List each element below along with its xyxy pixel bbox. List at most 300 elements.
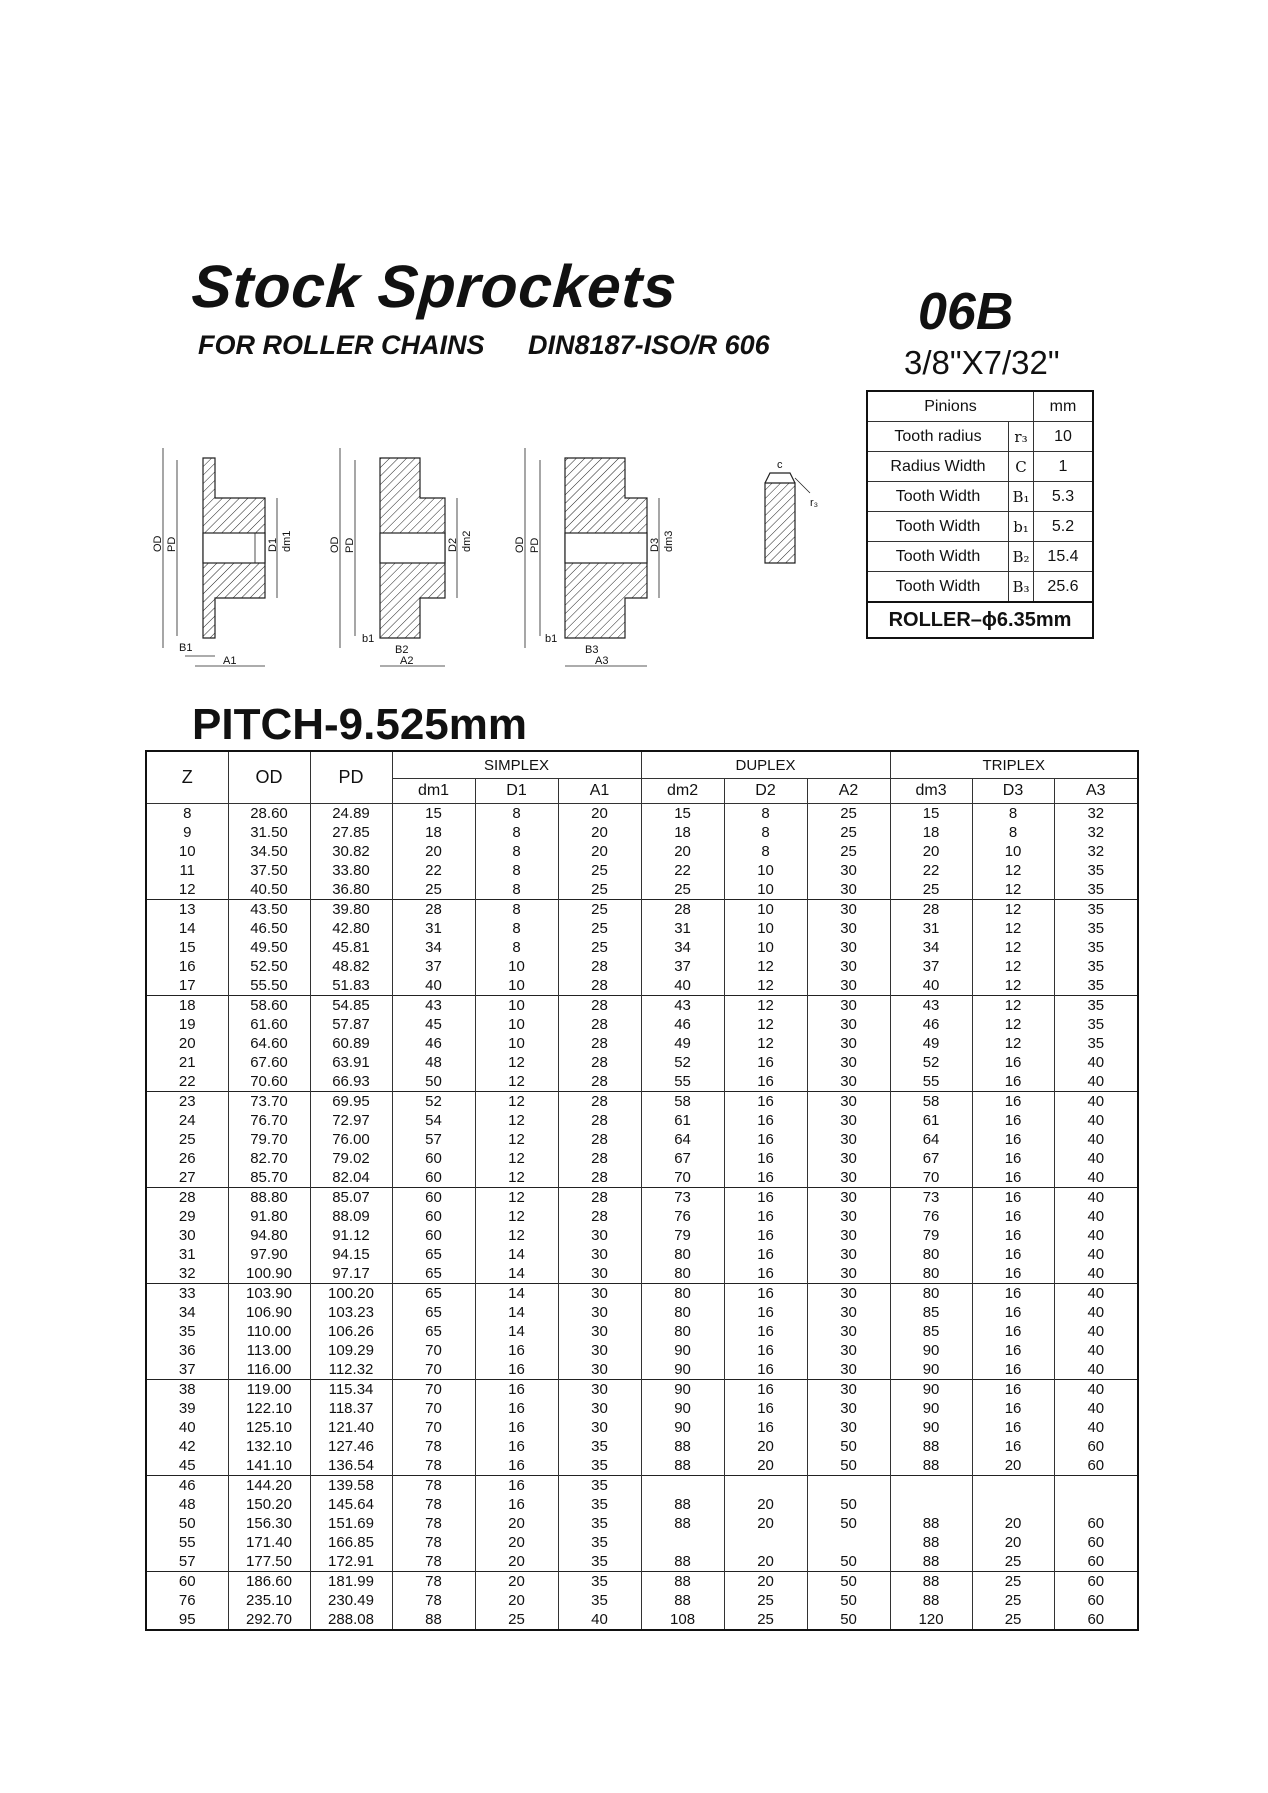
- cell-pd: 79.02: [310, 1149, 392, 1168]
- cell-a3: 60: [1054, 1591, 1138, 1610]
- cell-d2: 16: [724, 1380, 807, 1400]
- cell-a2: [807, 1533, 890, 1552]
- cell-z: 28: [146, 1188, 228, 1208]
- cell-pd: 115.34: [310, 1380, 392, 1400]
- cell-a1: 35: [558, 1456, 641, 1476]
- cell-a3: 40: [1054, 1322, 1138, 1341]
- cell-z: 33: [146, 1284, 228, 1304]
- cell-a1: 20: [558, 823, 641, 842]
- cell-od: 97.90: [228, 1245, 310, 1264]
- cell-d3: 8: [972, 804, 1054, 824]
- pinion-label: Tooth Width: [867, 572, 1009, 603]
- table-row: [146, 900, 1138, 920]
- cell-od: 292.70: [228, 1610, 310, 1630]
- pinion-label: Tooth radius: [867, 422, 1009, 452]
- cell-dm2: 108: [641, 1610, 724, 1630]
- cell-a1: 28: [558, 1188, 641, 1208]
- cell-dm2: 80: [641, 1322, 724, 1341]
- cell-dm3: 88: [890, 1552, 972, 1572]
- cell-z: 32: [146, 1264, 228, 1284]
- cell-d3: 16: [972, 1226, 1054, 1245]
- cell-dm3: 73: [890, 1188, 972, 1208]
- cell-pd: 82.04: [310, 1168, 392, 1188]
- cell-dm2: 49: [641, 1034, 724, 1053]
- pinion-table: [866, 390, 1094, 639]
- cell-d2: 10: [724, 919, 807, 938]
- cell-a2: 30: [807, 1341, 890, 1360]
- cell-pd: 45.81: [310, 938, 392, 957]
- cell-d2: 25: [724, 1610, 807, 1630]
- cell-d3: 16: [972, 1341, 1054, 1360]
- cell-dm1: 78: [392, 1572, 475, 1592]
- cell-a1: 30: [558, 1284, 641, 1304]
- cell-a2: 30: [807, 1207, 890, 1226]
- cell-a3: 40: [1054, 1092, 1138, 1112]
- cell-d3: 16: [972, 1303, 1054, 1322]
- cell-pd: 60.89: [310, 1034, 392, 1053]
- cell-pd: 54.85: [310, 996, 392, 1016]
- cell-d1: 8: [475, 938, 558, 957]
- table-row: [146, 1572, 1138, 1592]
- pinion-row: [867, 482, 1093, 512]
- cell-d2: 12: [724, 996, 807, 1016]
- table-row: [146, 842, 1138, 861]
- cell-d1: 16: [475, 1360, 558, 1380]
- cell-dm2: 31: [641, 919, 724, 938]
- cell-pd: 181.99: [310, 1572, 392, 1592]
- cell-a1: 28: [558, 1034, 641, 1053]
- cell-od: 91.80: [228, 1207, 310, 1226]
- cell-d2: 16: [724, 1303, 807, 1322]
- cell-dm2: 79: [641, 1226, 724, 1245]
- cell-z: 23: [146, 1092, 228, 1112]
- cell-dm1: 43: [392, 996, 475, 1016]
- label-dm2: dm2: [461, 530, 473, 552]
- cell-dm2: [641, 1533, 724, 1552]
- cell-pd: 24.89: [310, 804, 392, 824]
- pinion-label: Tooth Width: [867, 512, 1009, 542]
- table-row: [146, 1188, 1138, 1208]
- label-pd: PD: [166, 536, 178, 552]
- cell-a1: 28: [558, 1053, 641, 1072]
- cell-a3: 40: [1054, 1284, 1138, 1304]
- cell-od: 100.90: [228, 1264, 310, 1284]
- cell-pd: 94.15: [310, 1245, 392, 1264]
- cell-od: 116.00: [228, 1360, 310, 1380]
- cell-z: 25: [146, 1130, 228, 1149]
- cell-a2: 30: [807, 1264, 890, 1284]
- cell-pd: 69.95: [310, 1092, 392, 1112]
- cell-dm1: 60: [392, 1207, 475, 1226]
- cell-a3: 40: [1054, 1245, 1138, 1264]
- cell-pd: 42.80: [310, 919, 392, 938]
- cell-z: 30: [146, 1226, 228, 1245]
- cell-a2: 30: [807, 1245, 890, 1264]
- cell-dm2: 52: [641, 1053, 724, 1072]
- cell-d1: 14: [475, 1284, 558, 1304]
- cell-z: 36: [146, 1341, 228, 1360]
- cell-pd: 121.40: [310, 1418, 392, 1437]
- pinion-row: [867, 542, 1093, 572]
- cell-a3: 60: [1054, 1456, 1138, 1476]
- cell-d2: 16: [724, 1149, 807, 1168]
- pinion-head-label: Pinions: [867, 391, 1034, 422]
- cell-d1: 16: [475, 1418, 558, 1437]
- cell-od: 156.30: [228, 1514, 310, 1533]
- cell-d1: 16: [475, 1476, 558, 1496]
- cell-d3: 20: [972, 1456, 1054, 1476]
- cell-a3: 40: [1054, 1188, 1138, 1208]
- cell-pd: 63.91: [310, 1053, 392, 1072]
- table-row: [146, 938, 1138, 957]
- cell-d2: 16: [724, 1322, 807, 1341]
- table-row: [146, 1053, 1138, 1072]
- cell-dm3: 37: [890, 957, 972, 976]
- cell-a2: [807, 1476, 890, 1496]
- cell-d2: 16: [724, 1168, 807, 1188]
- cell-pd: 27.85: [310, 823, 392, 842]
- cell-dm3: 43: [890, 996, 972, 1016]
- cell-a2: 30: [807, 1034, 890, 1053]
- cell-a2: 30: [807, 1168, 890, 1188]
- cell-od: 150.20: [228, 1495, 310, 1514]
- cell-a3: 60: [1054, 1437, 1138, 1456]
- cell-a2: 30: [807, 1149, 890, 1168]
- cell-d1: 12: [475, 1111, 558, 1130]
- cell-a2: 30: [807, 976, 890, 996]
- cell-dm3: 88: [890, 1591, 972, 1610]
- cell-pd: 85.07: [310, 1188, 392, 1208]
- cell-z: 95: [146, 1610, 228, 1630]
- table-row: [146, 1399, 1138, 1418]
- cell-pd: 136.54: [310, 1456, 392, 1476]
- cell-z: 38: [146, 1380, 228, 1400]
- cell-dm3: 88: [890, 1514, 972, 1533]
- cell-a1: 30: [558, 1245, 641, 1264]
- table-row: [146, 996, 1138, 1016]
- cell-z: 8: [146, 804, 228, 824]
- pinion-label: Tooth Width: [867, 542, 1009, 572]
- cell-dm1: 78: [392, 1533, 475, 1552]
- cell-od: 125.10: [228, 1418, 310, 1437]
- pinion-row: [867, 572, 1093, 603]
- pinion-value: 5.3: [1034, 482, 1094, 512]
- cell-dm1: 20: [392, 842, 475, 861]
- label-a3: A3: [595, 655, 609, 667]
- cell-a3: 40: [1054, 1264, 1138, 1284]
- label-d2: D2: [447, 537, 459, 552]
- cell-od: 46.50: [228, 919, 310, 938]
- cell-dm1: 65: [392, 1322, 475, 1341]
- cell-d1: 10: [475, 996, 558, 1016]
- cell-d2: 8: [724, 842, 807, 861]
- cell-z: 16: [146, 957, 228, 976]
- cell-a1: 25: [558, 880, 641, 900]
- cell-od: 94.80: [228, 1226, 310, 1245]
- cell-dm3: 70: [890, 1168, 972, 1188]
- cell-d3: 12: [972, 996, 1054, 1016]
- cell-d2: 20: [724, 1514, 807, 1533]
- cell-a3: 60: [1054, 1514, 1138, 1533]
- table-row: [146, 1168, 1138, 1188]
- cell-d2: 16: [724, 1245, 807, 1264]
- cell-pd: 109.29: [310, 1341, 392, 1360]
- cell-a1: 40: [558, 1610, 641, 1630]
- cell-a2: 50: [807, 1552, 890, 1572]
- cell-dm1: 28: [392, 900, 475, 920]
- cell-dm1: 65: [392, 1303, 475, 1322]
- cell-dm3: 25: [890, 880, 972, 900]
- table-body: [146, 804, 1138, 1631]
- cell-a1: 30: [558, 1226, 641, 1245]
- cell-a3: [1054, 1476, 1138, 1496]
- cell-od: 61.60: [228, 1015, 310, 1034]
- cell-d1: 12: [475, 1188, 558, 1208]
- cell-dm1: 60: [392, 1168, 475, 1188]
- cell-dm3: 58: [890, 1092, 972, 1112]
- cell-od: 132.10: [228, 1437, 310, 1456]
- cell-d3: 16: [972, 1072, 1054, 1092]
- cell-dm1: 70: [392, 1399, 475, 1418]
- cell-dm1: 70: [392, 1418, 475, 1437]
- cell-dm3: 90: [890, 1418, 972, 1437]
- cell-d3: 12: [972, 957, 1054, 976]
- cell-a2: 50: [807, 1591, 890, 1610]
- cell-a3: 40: [1054, 1226, 1138, 1245]
- cell-d1: 20: [475, 1552, 558, 1572]
- cell-od: 171.40: [228, 1533, 310, 1552]
- cell-d2: 16: [724, 1053, 807, 1072]
- cell-dm1: 37: [392, 957, 475, 976]
- table-row: [146, 1226, 1138, 1245]
- cell-pd: 76.00: [310, 1130, 392, 1149]
- cell-a1: 35: [558, 1552, 641, 1572]
- cell-d3: 20: [972, 1533, 1054, 1552]
- cell-d2: [724, 1533, 807, 1552]
- cell-a3: 35: [1054, 976, 1138, 996]
- cell-pd: 88.09: [310, 1207, 392, 1226]
- cell-d1: 12: [475, 1149, 558, 1168]
- pinion-row: [867, 512, 1093, 542]
- cell-dm3: 80: [890, 1284, 972, 1304]
- cell-z: 50: [146, 1514, 228, 1533]
- cell-d3: 10: [972, 842, 1054, 861]
- cell-z: 11: [146, 861, 228, 880]
- cell-dm3: 28: [890, 900, 972, 920]
- cell-z: 57: [146, 1552, 228, 1572]
- label-b1-triplex: b1: [545, 633, 558, 645]
- cell-d2: 16: [724, 1188, 807, 1208]
- cell-dm1: 78: [392, 1476, 475, 1496]
- cell-dm3: 88: [890, 1572, 972, 1592]
- cell-d1: 20: [475, 1514, 558, 1533]
- cell-d1: 12: [475, 1226, 558, 1245]
- cell-a1: 25: [558, 919, 641, 938]
- pinion-value: 10: [1034, 422, 1094, 452]
- cell-d1: 16: [475, 1437, 558, 1456]
- cell-a3: 32: [1054, 842, 1138, 861]
- cell-od: 235.10: [228, 1591, 310, 1610]
- cell-dm2: 76: [641, 1207, 724, 1226]
- cell-dm2: 80: [641, 1245, 724, 1264]
- cell-a3: 40: [1054, 1341, 1138, 1360]
- cell-d1: 20: [475, 1591, 558, 1610]
- cell-dm1: 60: [392, 1226, 475, 1245]
- cell-dm2: 58: [641, 1092, 724, 1112]
- cell-dm3: 88: [890, 1456, 972, 1476]
- cell-dm3: 22: [890, 861, 972, 880]
- cell-a2: 30: [807, 1053, 890, 1072]
- cell-d2: 16: [724, 1130, 807, 1149]
- pinion-value: 1: [1034, 452, 1094, 482]
- cell-dm1: 60: [392, 1149, 475, 1168]
- cell-z: 13: [146, 900, 228, 920]
- cell-a1: 28: [558, 1072, 641, 1092]
- cell-pd: 91.12: [310, 1226, 392, 1245]
- cell-dm1: 40: [392, 976, 475, 996]
- table-row: [146, 1092, 1138, 1112]
- cell-d2: 16: [724, 1092, 807, 1112]
- cell-a3: 40: [1054, 1053, 1138, 1072]
- cell-od: 88.80: [228, 1188, 310, 1208]
- cell-d2: 8: [724, 823, 807, 842]
- cell-z: 46: [146, 1476, 228, 1496]
- table-row: [146, 1437, 1138, 1456]
- cell-od: 144.20: [228, 1476, 310, 1496]
- cell-d2: 20: [724, 1456, 807, 1476]
- cell-z: 39: [146, 1399, 228, 1418]
- cell-od: 28.60: [228, 804, 310, 824]
- cell-z: 14: [146, 919, 228, 938]
- cell-pd: 30.82: [310, 842, 392, 861]
- cell-z: 18: [146, 996, 228, 1016]
- cell-dm1: 65: [392, 1245, 475, 1264]
- subtitle-standard: DIN8187-ISO/R 606: [528, 330, 770, 360]
- cell-dm2: 88: [641, 1552, 724, 1572]
- cell-a1: 30: [558, 1399, 641, 1418]
- cell-z: 20: [146, 1034, 228, 1053]
- cell-d3: 8: [972, 823, 1054, 842]
- cell-d1: 12: [475, 1072, 558, 1092]
- cell-a3: 35: [1054, 880, 1138, 900]
- table-row: [146, 1476, 1138, 1496]
- cell-a3: 40: [1054, 1130, 1138, 1149]
- cell-z: 48: [146, 1495, 228, 1514]
- cell-d1: 12: [475, 1092, 558, 1112]
- label-od-triplex: OD: [514, 536, 526, 553]
- cell-od: 52.50: [228, 957, 310, 976]
- cell-dm1: 65: [392, 1264, 475, 1284]
- cell-od: 186.60: [228, 1572, 310, 1592]
- cell-dm2: 25: [641, 880, 724, 900]
- cell-dm1: 70: [392, 1341, 475, 1360]
- cell-d1: 16: [475, 1456, 558, 1476]
- chain-code: 06B: [918, 283, 1014, 341]
- cell-d3: 16: [972, 1130, 1054, 1149]
- pinion-value: 15.4: [1034, 542, 1094, 572]
- table-row: [146, 861, 1138, 880]
- cell-a1: 35: [558, 1437, 641, 1456]
- sprocket-diagrams: [152, 438, 835, 668]
- cell-dm1: 78: [392, 1552, 475, 1572]
- cell-a3: 35: [1054, 957, 1138, 976]
- cell-a3: 35: [1054, 938, 1138, 957]
- cell-od: 122.10: [228, 1399, 310, 1418]
- table-row: [146, 804, 1138, 824]
- cell-d2: 16: [724, 1360, 807, 1380]
- cell-a3: 40: [1054, 1207, 1138, 1226]
- cell-d3: [972, 1495, 1054, 1514]
- table-row: [146, 1360, 1138, 1380]
- cell-a3: 40: [1054, 1418, 1138, 1437]
- cell-dm2: 15: [641, 804, 724, 824]
- cell-d2: 10: [724, 880, 807, 900]
- cell-d2: 20: [724, 1572, 807, 1592]
- cell-d3: 25: [972, 1572, 1054, 1592]
- cell-dm2: 80: [641, 1284, 724, 1304]
- col-header-d3: D3: [972, 779, 1054, 804]
- cell-dm2: 70: [641, 1168, 724, 1188]
- cell-a3: 32: [1054, 804, 1138, 824]
- cell-d1: 12: [475, 1130, 558, 1149]
- cell-pd: 112.32: [310, 1360, 392, 1380]
- cell-d1: 20: [475, 1572, 558, 1592]
- cell-d1: 10: [475, 1015, 558, 1034]
- cell-a1: 25: [558, 938, 641, 957]
- cell-d2: 20: [724, 1495, 807, 1514]
- cell-od: 79.70: [228, 1130, 310, 1149]
- label-a2: A2: [400, 655, 414, 667]
- cell-z: 40: [146, 1418, 228, 1437]
- cell-d1: 14: [475, 1303, 558, 1322]
- cell-z: 34: [146, 1303, 228, 1322]
- cell-dm3: 90: [890, 1399, 972, 1418]
- cell-d1: 25: [475, 1610, 558, 1630]
- subtitle: [198, 330, 806, 361]
- cell-dm3: 120: [890, 1610, 972, 1630]
- cell-a1: 35: [558, 1572, 641, 1592]
- cell-dm2: 80: [641, 1303, 724, 1322]
- cell-dm1: 65: [392, 1284, 475, 1304]
- table-row: [146, 823, 1138, 842]
- cell-d1: 10: [475, 957, 558, 976]
- cell-a1: 30: [558, 1303, 641, 1322]
- label-od: OD: [152, 535, 164, 552]
- col-header-a3: A3: [1054, 779, 1138, 804]
- cell-d1: 12: [475, 1207, 558, 1226]
- col-header-dm1: dm1: [392, 779, 475, 804]
- cell-a3: 40: [1054, 1399, 1138, 1418]
- cell-d3: 12: [972, 919, 1054, 938]
- table-row: [146, 1610, 1138, 1630]
- cell-dm1: 88: [392, 1610, 475, 1630]
- cell-a2: 30: [807, 1360, 890, 1380]
- cell-dm2: 34: [641, 938, 724, 957]
- cell-dm2: 67: [641, 1149, 724, 1168]
- cell-a2: 30: [807, 1111, 890, 1130]
- cell-dm3: 15: [890, 804, 972, 824]
- cell-z: 24: [146, 1111, 228, 1130]
- cell-a2: 30: [807, 1226, 890, 1245]
- cell-z: 29: [146, 1207, 228, 1226]
- table-row: [146, 1456, 1138, 1476]
- cell-a3: 35: [1054, 861, 1138, 880]
- cell-a1: 35: [558, 1495, 641, 1514]
- cell-d3: 16: [972, 1245, 1054, 1264]
- cell-pd: 100.20: [310, 1284, 392, 1304]
- cell-dm2: 80: [641, 1264, 724, 1284]
- label-pd-duplex: PD: [344, 537, 356, 553]
